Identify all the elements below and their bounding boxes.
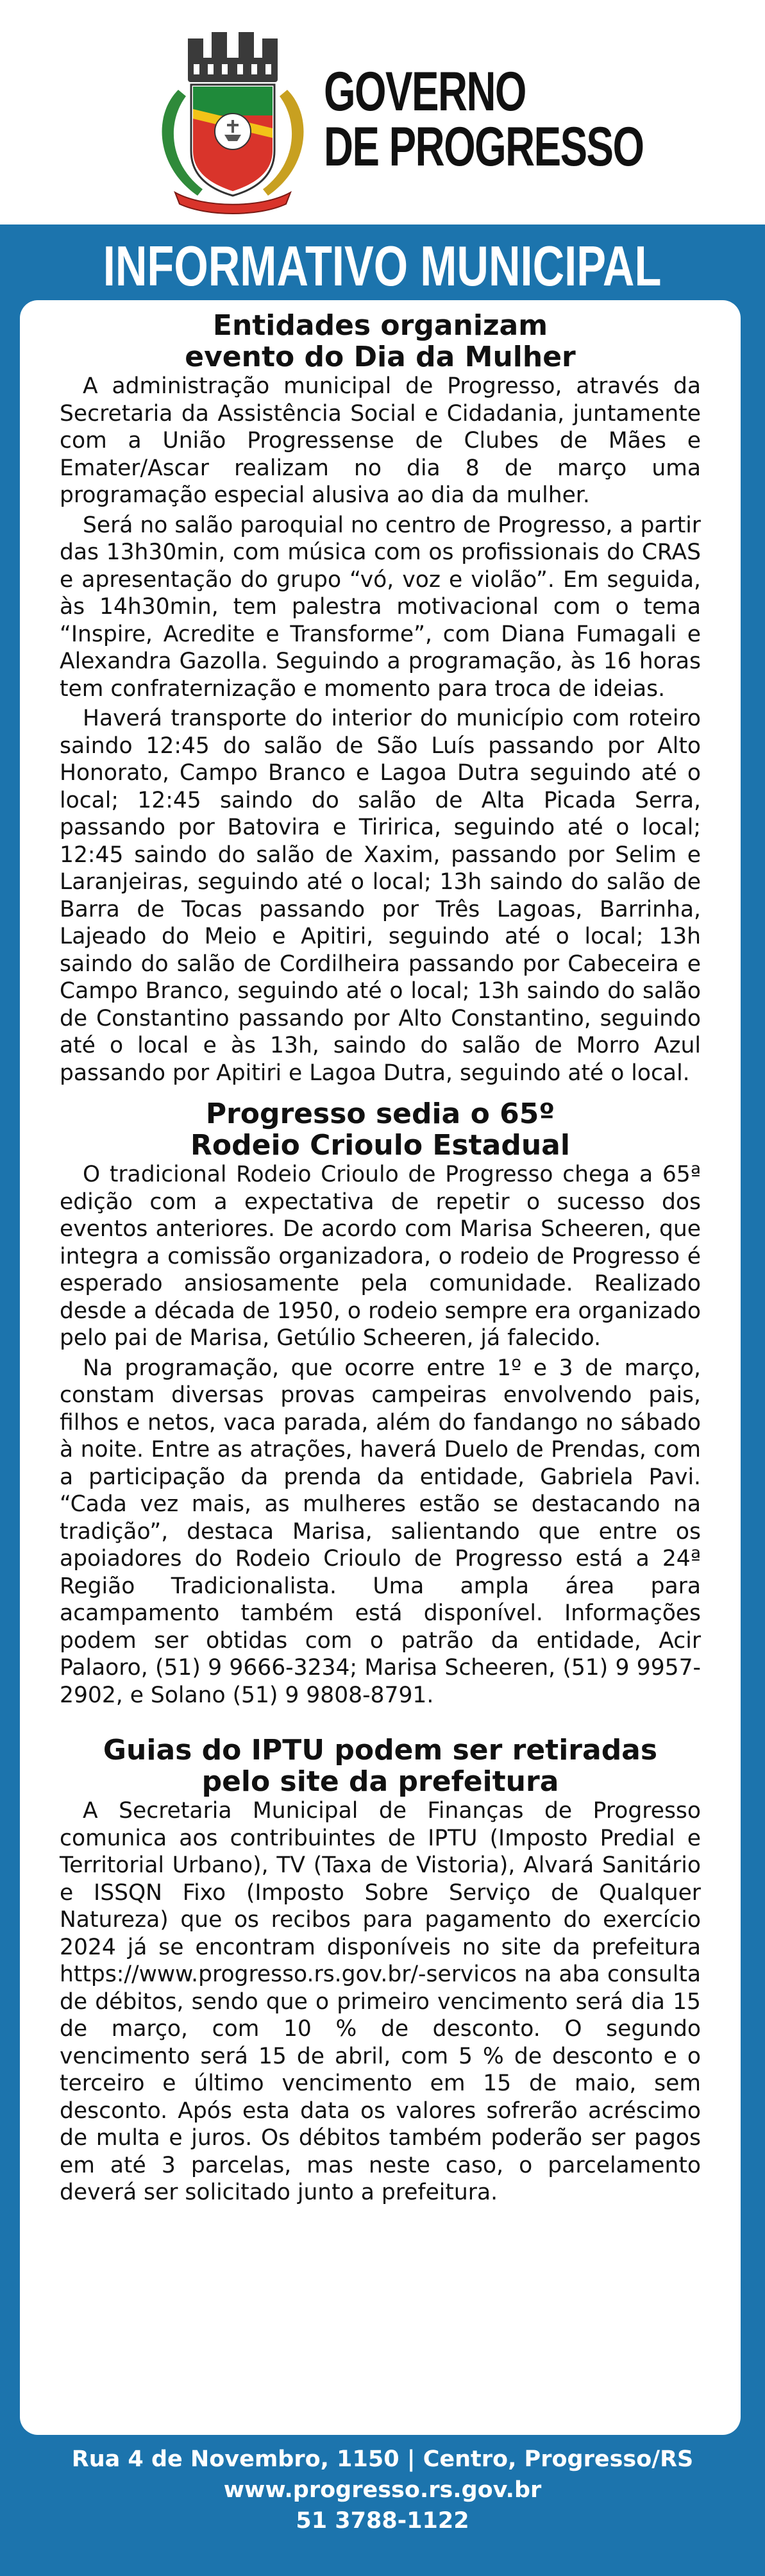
article-iptu	[60, 1734, 701, 2207]
article-paragraph: Será no salão paroquial no centro de Progresso, a partir das 13h30min, com música com os profissionais do CRAS e apresentação do grupo “vó, voz e violão”. Em seguida, às 14h30min, tem palestra motivacional com o tema “Inspire, Acredite e Transforme”, com Diana Fumagali e Alexandra Gazolla. Seguindo a programação, às 16 horas tem confraternização e momento para troca de ideias.	[60, 512, 701, 702]
banner-title	[0, 228, 765, 305]
article-rodeio	[60, 1098, 701, 1709]
article-title	[60, 1098, 701, 1161]
footer-phone: 51 3788-1122	[296, 2508, 469, 2534]
article-title-line-2: Rodeio Crioulo Estadual	[190, 1129, 570, 1162]
brand-line-1: GOVERNO	[324, 61, 526, 123]
article-paragraph: Na programação, que ocorre entre 1º e 3 de março, constam diversas provas campeiras envolvendo pais, filhos e netos, vaca parada, além do fandango no sábado à noite. Entre as atrações, haverá Duelo de Prendas, com a participação da prenda da entidade, Gabriela Pavi. “Cada vez mais, as mulheres estão se destacando na tradição”, destaca Marisa, salientando que entre os apoiadores do Rodeio Crioulo de Progresso está a 24ª Região Tradicionalista. Uma ampla área para acampamento também está disponível. Informações podem ser obtidas com o patrão da entidade, Acir Palaoro, (51) 9 9666-3234; Marisa Scheeren, (51) 9 9957-2902, e Solano (51) 9 9808-8791.	[60, 1355, 701, 1708]
footer-website-link[interactable]: www.progresso.rs.gov.br	[223, 2477, 542, 2503]
banner-title-text: INFORMATIVO MUNICIPAL	[103, 234, 662, 298]
article-title-line-1: Guias do IPTU podem ser retiradas	[103, 1734, 658, 1767]
articles	[60, 300, 701, 2207]
article-title-line-1: Entidades organizam	[212, 309, 548, 342]
article-paragraph: O tradicional Rodeio Crioulo de Progresso chega a 65ª edição com a expectativa de repetir o sucesso dos eventos anteriores. De acordo com Marisa Scheeren, que integra a comissão organizadora, o rodeio de Progresso é esperado ansiosamente pela comunidade. Realizado desde a década de 1950, o rodeio sempre era organizado pelo pai de Marisa, Getúlio Scheeren, já falecido.	[60, 1162, 701, 1351]
footer	[0, 2444, 765, 2536]
header	[0, 0, 765, 225]
footer-address: Rua 4 de Novembro, 1150 | Centro, Progresso/RS	[71, 2446, 694, 2472]
article-paragraph: A administração municipal de Progresso, através da Secretaria da Assistência Social e Cidadania, juntamente com a União Progressense de Clubes de Mães e Emater/Ascar realizam no dia 8 de março uma programação especial alusiva ao dia da mulher.	[60, 373, 701, 508]
article-title-line-2: pelo site da prefeitura	[201, 1765, 559, 1798]
article-title-line-2: evento do Dia da Mulher	[185, 341, 576, 373]
article-paragraph: A Secretaria Municipal de Finanças de Progresso comunica aos contribuintes de IPTU (Imposto Predial e Territorial Urbano), TV (Taxa de Vistoria), Alvará Sanitário e ISSQN Fixo (Imposto Sobre Serviço de Qualquer Natureza) que os recibos para pagamento do exercício 2024 já se encontram disponíveis no site da prefeitura https://www.progresso.rs.gov.br/-servicos na aba consulta de débitos, sendo que o primeiro vencimento será dia 15 de março, com 10 % de desconto. O segundo vencimento será 15 de abril, com 5 % de desconto e o terceiro e último vencimento em 15 de maio, sem desconto. Após esta data os valores sofrerão acréscimo de multa e juros. Os débitos também poderão ser pagos em até 3 parcelas, mas neste caso, o parcelamento deverá ser solicitado junto a prefeitura.	[60, 1798, 701, 2205]
content-panel	[20, 300, 741, 2435]
article-womens-day	[60, 310, 701, 1087]
brand-line-2: DE PROGRESSO	[324, 116, 644, 178]
municipal-crest-logo	[153, 32, 313, 215]
article-title	[60, 1734, 701, 1797]
article-title	[60, 310, 701, 373]
article-paragraph: Haverá transporte do interior do município com roteiro saindo 12:45 do salão de São Luís passando por Alto Honorato, Campo Branco e Lagoa Dutra seguindo até o local; 12:45 saindo do salão de Alta Picada Serra, passando por Batovira e Tiririca, seguindo até o local; 12:45 saindo do salão de Xaxim, passando por Selim e Laranjeiras, seguindo até o local; 13h saindo do salão de Barra de Tocas passando por Três Lagoas, Barrinha, Lajeado do Meio e Apitiri, seguindo até o local; 13h saindo do salão de Cordilheira passando por Cabeceira e Campo Branco, seguindo até o local; 13h saindo do salão de Constantino passando por Alto Constantino, seguindo até o local e às 13h, saindo do salão de Morro Azul passando por Apitiri e Lagoa Dutra, seguindo até o local.	[60, 706, 701, 1086]
article-title-line-1: Progresso sedia o 65º	[205, 1097, 555, 1130]
brand-wordmark	[324, 61, 756, 178]
